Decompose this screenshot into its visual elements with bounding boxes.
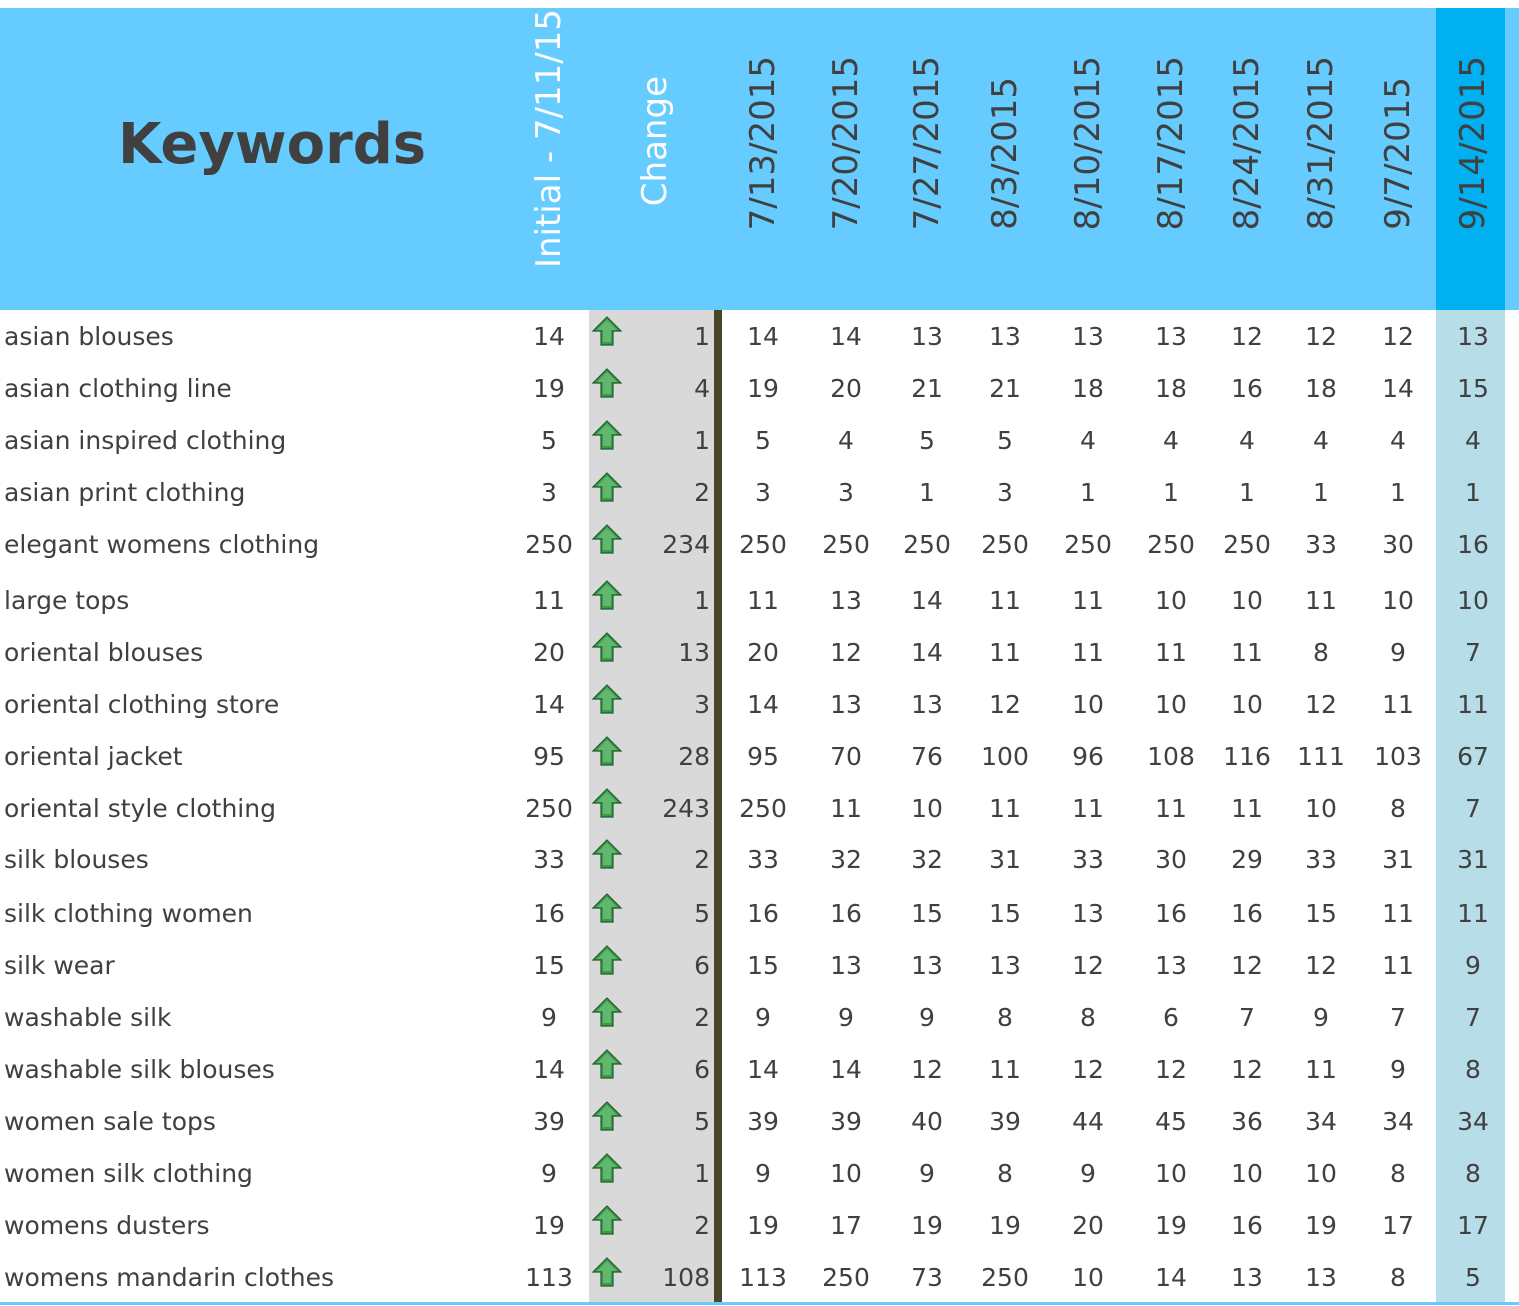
keyword-cell: oriental clothing store — [4, 690, 280, 719]
change-cell: 13 — [678, 638, 710, 667]
table-row — [0, 731, 1519, 783]
keyword-cell: oriental blouses — [4, 638, 204, 667]
rank-cell: 32 — [830, 845, 862, 874]
table-row — [0, 679, 1519, 731]
rank-cell: 14 — [911, 586, 943, 615]
rank-cell: 12 — [830, 638, 862, 667]
rank-cell: 10 — [1155, 586, 1187, 615]
rank-cell: 11 — [989, 586, 1021, 615]
keyword-cell: large tops — [4, 586, 130, 615]
up-arrow-icon — [590, 419, 624, 453]
keyword-cell: silk clothing women — [4, 899, 253, 928]
rank-cell: 13 — [1072, 899, 1104, 928]
rank-cell: 250 — [903, 530, 951, 559]
rank-cell: 13 — [911, 322, 943, 351]
rank-cell: 8 — [997, 1159, 1013, 1188]
rank-cell: 13 — [911, 951, 943, 980]
initial-rank-cell: 250 — [525, 794, 573, 823]
rank-cell: 8 — [1465, 1055, 1481, 1084]
table-row — [0, 1044, 1519, 1096]
change-cell: 2 — [694, 478, 710, 507]
rank-cell: 31 — [1382, 845, 1414, 874]
rank-cell: 45 — [1155, 1107, 1187, 1136]
header-date: 9/7/2015 — [1378, 77, 1418, 230]
header-initial: Initial - 7/11/15 — [529, 9, 569, 269]
rank-cell: 20 — [747, 638, 779, 667]
rank-cell: 108 — [1147, 742, 1195, 771]
keyword-cell: oriental style clothing — [4, 794, 276, 823]
rank-cell: 19 — [747, 1211, 779, 1240]
change-cell: 234 — [662, 530, 710, 559]
rank-cell: 18 — [1155, 374, 1187, 403]
rank-cell: 33 — [1305, 845, 1337, 874]
rank-cell: 17 — [1382, 1211, 1414, 1240]
rank-cell: 19 — [911, 1211, 943, 1240]
initial-rank-cell: 9 — [541, 1159, 557, 1188]
rank-cell: 9 — [919, 1159, 935, 1188]
rank-cell: 8 — [1390, 1263, 1406, 1292]
change-cell: 108 — [662, 1263, 710, 1292]
keyword-cell: oriental jacket — [4, 742, 183, 771]
rank-cell: 1 — [1390, 478, 1406, 507]
change-cell: 1 — [694, 1159, 710, 1188]
rank-cell: 12 — [911, 1055, 943, 1084]
rank-cell: 36 — [1231, 1107, 1263, 1136]
rank-cell: 250 — [822, 530, 870, 559]
rank-cell: 11 — [989, 638, 1021, 667]
rank-cell: 18 — [1305, 374, 1337, 403]
up-arrow-icon — [590, 1100, 624, 1134]
rank-cell: 11 — [1382, 899, 1414, 928]
rank-cell: 250 — [822, 1263, 870, 1292]
rank-cell: 10 — [1231, 690, 1263, 719]
rank-cell: 10 — [830, 1159, 862, 1188]
rank-cell: 12 — [1155, 1055, 1187, 1084]
up-arrow-icon — [590, 787, 624, 821]
table-row — [0, 363, 1519, 415]
rank-cell: 4 — [1239, 426, 1255, 455]
rank-cell: 250 — [1064, 530, 1112, 559]
rank-cell: 67 — [1457, 742, 1489, 771]
rank-cell: 250 — [1147, 530, 1195, 559]
header-date: 8/17/2015 — [1151, 56, 1191, 231]
initial-rank-cell: 5 — [541, 426, 557, 455]
rank-cell: 12 — [1231, 322, 1263, 351]
rank-cell: 9 — [1465, 951, 1481, 980]
table-row — [0, 1096, 1519, 1148]
change-cell: 2 — [694, 1003, 710, 1032]
rank-cell: 103 — [1374, 742, 1422, 771]
rank-cell: 17 — [830, 1211, 862, 1240]
table-row — [0, 575, 1519, 627]
header-date: 8/24/2015 — [1227, 56, 1267, 231]
rank-cell: 11 — [989, 794, 1021, 823]
initial-rank-cell: 3 — [541, 478, 557, 507]
rank-cell: 8 — [1313, 638, 1329, 667]
initial-rank-cell: 113 — [525, 1263, 573, 1292]
rank-cell: 11 — [1382, 951, 1414, 980]
table-row — [0, 519, 1519, 571]
rank-cell: 250 — [981, 1263, 1029, 1292]
rank-cell: 1 — [1239, 478, 1255, 507]
rank-cell: 10 — [1305, 794, 1337, 823]
keyword-cell: silk blouses — [4, 845, 149, 874]
rank-cell: 1 — [919, 478, 935, 507]
header-date: 9/14/2015 — [1453, 56, 1493, 231]
table-row — [0, 783, 1519, 835]
rank-cell: 33 — [1072, 845, 1104, 874]
rank-cell: 11 — [1072, 586, 1104, 615]
rank-cell: 11 — [1457, 690, 1489, 719]
keyword-cell: womens dusters — [4, 1211, 210, 1240]
rank-cell: 14 — [747, 322, 779, 351]
table-row — [0, 627, 1519, 679]
rank-cell: 7 — [1239, 1003, 1255, 1032]
rank-cell: 30 — [1382, 530, 1414, 559]
table-row — [0, 1200, 1519, 1252]
rank-cell: 5 — [997, 426, 1013, 455]
rank-cell: 9 — [755, 1159, 771, 1188]
rank-cell: 12 — [1072, 1055, 1104, 1084]
up-arrow-icon — [590, 838, 624, 872]
initial-rank-cell: 11 — [533, 586, 565, 615]
rank-cell: 39 — [747, 1107, 779, 1136]
table-row — [0, 834, 1519, 886]
rank-cell: 3 — [755, 478, 771, 507]
rank-cell: 9 — [838, 1003, 854, 1032]
table-row — [0, 992, 1519, 1044]
rank-cell: 13 — [830, 586, 862, 615]
keyword-cell: asian print clothing — [4, 478, 246, 507]
rank-cell: 250 — [739, 794, 787, 823]
rank-cell: 111 — [1297, 742, 1345, 771]
up-arrow-icon — [590, 471, 624, 505]
initial-rank-cell: 15 — [533, 951, 565, 980]
rank-cell: 32 — [911, 845, 943, 874]
rank-cell: 5 — [1465, 1263, 1481, 1292]
initial-rank-cell: 39 — [533, 1107, 565, 1136]
up-arrow-icon — [590, 683, 624, 717]
up-arrow-icon — [590, 367, 624, 401]
rank-cell: 1 — [1465, 478, 1481, 507]
initial-rank-cell: 33 — [533, 845, 565, 874]
rank-cell: 21 — [989, 374, 1021, 403]
change-cell: 1 — [694, 322, 710, 351]
rank-cell: 9 — [1313, 1003, 1329, 1032]
rank-cell: 10 — [911, 794, 943, 823]
rank-cell: 34 — [1457, 1107, 1489, 1136]
rank-cell: 14 — [1382, 374, 1414, 403]
rank-cell: 11 — [830, 794, 862, 823]
rank-cell: 14 — [1155, 1263, 1187, 1292]
rank-cell: 20 — [830, 374, 862, 403]
rank-cell: 19 — [747, 374, 779, 403]
change-cell: 6 — [694, 1055, 710, 1084]
rank-cell: 10 — [1072, 1263, 1104, 1292]
rank-cell: 12 — [1305, 951, 1337, 980]
rank-cell: 10 — [1155, 690, 1187, 719]
up-arrow-icon — [590, 1048, 624, 1082]
rank-cell: 11 — [1382, 690, 1414, 719]
rank-cell: 11 — [1072, 794, 1104, 823]
rank-cell: 8 — [1080, 1003, 1096, 1032]
rank-cell: 3 — [838, 478, 854, 507]
rank-cell: 8 — [1390, 794, 1406, 823]
rank-cell: 30 — [1155, 845, 1187, 874]
rank-cell: 70 — [830, 742, 862, 771]
rank-cell: 5 — [755, 426, 771, 455]
rank-cell: 5 — [919, 426, 935, 455]
rank-cell: 113 — [739, 1263, 787, 1292]
rank-cell: 4 — [1313, 426, 1329, 455]
rank-cell: 19 — [1305, 1211, 1337, 1240]
rank-cell: 12 — [1072, 951, 1104, 980]
rank-cell: 11 — [1231, 638, 1263, 667]
keyword-cell: womens mandarin clothes — [4, 1263, 335, 1292]
header-date: 7/27/2015 — [907, 56, 947, 231]
rank-cell: 4 — [838, 426, 854, 455]
header-date: 8/10/2015 — [1068, 56, 1108, 231]
rank-cell: 12 — [1231, 1055, 1263, 1084]
initial-rank-cell: 95 — [533, 742, 565, 771]
initial-rank-cell: 14 — [533, 690, 565, 719]
rank-cell: 11 — [1155, 794, 1187, 823]
rank-cell: 7 — [1465, 794, 1481, 823]
rank-cell: 10 — [1231, 586, 1263, 615]
rank-cell: 10 — [1155, 1159, 1187, 1188]
up-arrow-icon — [590, 579, 624, 613]
header-date: 8/3/2015 — [985, 77, 1025, 230]
rank-cell: 12 — [1305, 322, 1337, 351]
rank-cell: 13 — [1231, 1263, 1263, 1292]
table-row — [0, 940, 1519, 992]
rank-cell: 11 — [747, 586, 779, 615]
rank-cell: 10 — [1382, 586, 1414, 615]
rank-cell: 31 — [1457, 845, 1489, 874]
table-row — [0, 888, 1519, 940]
initial-rank-cell: 14 — [533, 1055, 565, 1084]
rank-cell: 7 — [1465, 1003, 1481, 1032]
initial-rank-cell: 250 — [525, 530, 573, 559]
up-arrow-icon — [590, 315, 624, 349]
rank-cell: 10 — [1305, 1159, 1337, 1188]
rank-cell: 4 — [1080, 426, 1096, 455]
rank-cell: 11 — [1231, 794, 1263, 823]
rank-cell: 9 — [755, 1003, 771, 1032]
rank-cell: 13 — [830, 951, 862, 980]
change-cell: 243 — [662, 794, 710, 823]
rank-cell: 16 — [830, 899, 862, 928]
change-cell: 1 — [694, 426, 710, 455]
rank-cell: 76 — [911, 742, 943, 771]
rank-cell: 14 — [830, 1055, 862, 1084]
rank-cell: 250 — [1223, 530, 1271, 559]
rank-cell: 96 — [1072, 742, 1104, 771]
rank-cell: 13 — [1155, 951, 1187, 980]
rank-cell: 14 — [747, 690, 779, 719]
rank-cell: 17 — [1457, 1211, 1489, 1240]
rank-cell: 12 — [989, 690, 1021, 719]
rank-cell: 15 — [1305, 899, 1337, 928]
up-arrow-icon — [590, 1152, 624, 1186]
rank-cell: 250 — [981, 530, 1029, 559]
table-row — [0, 415, 1519, 467]
rank-cell: 14 — [747, 1055, 779, 1084]
rank-cell: 100 — [981, 742, 1029, 771]
rank-cell: 33 — [1305, 530, 1337, 559]
rank-cell: 116 — [1223, 742, 1271, 771]
rank-cell: 4 — [1390, 426, 1406, 455]
rank-cell: 3 — [997, 478, 1013, 507]
rank-cell: 13 — [1457, 322, 1489, 351]
rank-cell: 20 — [1072, 1211, 1104, 1240]
rank-cell: 6 — [1163, 1003, 1179, 1032]
rank-cell: 9 — [1390, 638, 1406, 667]
keywords-header: Keywords — [118, 112, 427, 177]
rank-cell: 16 — [1155, 899, 1187, 928]
keyword-cell: washable silk — [4, 1003, 172, 1032]
initial-rank-cell: 20 — [533, 638, 565, 667]
rank-cell: 10 — [1231, 1159, 1263, 1188]
rank-cell: 12 — [1305, 690, 1337, 719]
rank-cell: 4 — [1465, 426, 1481, 455]
change-cell: 1 — [694, 586, 710, 615]
up-arrow-icon — [590, 996, 624, 1030]
rank-cell: 14 — [830, 322, 862, 351]
keyword-cell: women silk clothing — [4, 1159, 253, 1188]
change-cell: 2 — [694, 1211, 710, 1240]
rank-cell: 7 — [1390, 1003, 1406, 1032]
rank-cell: 39 — [989, 1107, 1021, 1136]
rank-cell: 16 — [1231, 899, 1263, 928]
change-cell: 28 — [678, 742, 710, 771]
rank-cell: 73 — [911, 1263, 943, 1292]
table-row — [0, 1148, 1519, 1200]
initial-rank-cell: 19 — [533, 374, 565, 403]
rank-cell: 11 — [1457, 899, 1489, 928]
rank-cell: 1 — [1163, 478, 1179, 507]
change-cell: 5 — [694, 899, 710, 928]
initial-rank-cell: 14 — [533, 322, 565, 351]
rank-cell: 8 — [997, 1003, 1013, 1032]
rank-cell: 9 — [1390, 1055, 1406, 1084]
rank-cell: 7 — [1465, 638, 1481, 667]
rank-cell: 15 — [989, 899, 1021, 928]
rank-cell: 31 — [989, 845, 1021, 874]
table-row — [0, 1252, 1519, 1304]
rank-cell: 19 — [989, 1211, 1021, 1240]
up-arrow-icon — [590, 735, 624, 769]
rank-cell: 1 — [1080, 478, 1096, 507]
rank-cell: 34 — [1382, 1107, 1414, 1136]
rank-cell: 44 — [1072, 1107, 1104, 1136]
rank-cell: 15 — [747, 951, 779, 980]
keyword-cell: asian blouses — [4, 322, 174, 351]
rank-cell: 11 — [1305, 1055, 1337, 1084]
rank-cell: 13 — [1155, 322, 1187, 351]
keyword-cell: asian clothing line — [4, 374, 232, 403]
rank-cell: 16 — [1231, 1211, 1263, 1240]
rank-cell: 11 — [1072, 638, 1104, 667]
up-arrow-icon — [590, 944, 624, 978]
rank-cell: 13 — [989, 322, 1021, 351]
rank-cell: 40 — [911, 1107, 943, 1136]
rank-cell: 16 — [1231, 374, 1263, 403]
initial-rank-cell: 19 — [533, 1211, 565, 1240]
initial-rank-cell: 16 — [533, 899, 565, 928]
up-arrow-icon — [590, 1204, 624, 1238]
table-row — [0, 311, 1519, 363]
rank-cell: 13 — [1072, 322, 1104, 351]
rank-cell: 12 — [1231, 951, 1263, 980]
change-cell: 5 — [694, 1107, 710, 1136]
rank-cell: 13 — [1305, 1263, 1337, 1292]
rank-cell: 19 — [1155, 1211, 1187, 1240]
change-cell: 3 — [694, 690, 710, 719]
rank-cell: 21 — [911, 374, 943, 403]
rank-cell: 11 — [1305, 586, 1337, 615]
rank-cell: 14 — [911, 638, 943, 667]
rank-cell: 13 — [989, 951, 1021, 980]
header-date: 8/31/2015 — [1301, 56, 1341, 231]
rank-cell: 11 — [1155, 638, 1187, 667]
rank-cell: 11 — [989, 1055, 1021, 1084]
rank-cell: 9 — [919, 1003, 935, 1032]
rank-cell: 15 — [911, 899, 943, 928]
up-arrow-icon — [590, 523, 624, 557]
keyword-cell: silk wear — [4, 951, 115, 980]
rank-cell: 29 — [1231, 845, 1263, 874]
rank-cell: 4 — [1163, 426, 1179, 455]
rank-cell: 10 — [1457, 586, 1489, 615]
rank-cell: 250 — [739, 530, 787, 559]
up-arrow-icon — [590, 1256, 624, 1290]
keyword-cell: women sale tops — [4, 1107, 216, 1136]
header-date: 7/13/2015 — [743, 56, 783, 231]
rank-cell: 33 — [747, 845, 779, 874]
change-cell: 6 — [694, 951, 710, 980]
table-row — [0, 467, 1519, 519]
rank-cell: 8 — [1390, 1159, 1406, 1188]
initial-rank-cell: 9 — [541, 1003, 557, 1032]
rank-cell: 9 — [1080, 1159, 1096, 1188]
header-date: 7/20/2015 — [826, 56, 866, 231]
rank-cell: 95 — [747, 742, 779, 771]
rank-cell: 16 — [747, 899, 779, 928]
rank-cell: 15 — [1457, 374, 1489, 403]
keyword-cell: elegant womens clothing — [4, 530, 320, 559]
keyword-cell: washable silk blouses — [4, 1055, 275, 1084]
up-arrow-icon — [590, 892, 624, 926]
rank-cell: 8 — [1465, 1159, 1481, 1188]
change-cell: 4 — [694, 374, 710, 403]
rank-cell: 1 — [1313, 478, 1329, 507]
rank-cell: 10 — [1072, 690, 1104, 719]
keyword-cell: asian inspired clothing — [4, 426, 287, 455]
rank-cell: 16 — [1457, 530, 1489, 559]
change-cell: 2 — [694, 845, 710, 874]
rank-cell: 12 — [1382, 322, 1414, 351]
rank-cell: 13 — [911, 690, 943, 719]
rank-cell: 39 — [830, 1107, 862, 1136]
rank-cell: 18 — [1072, 374, 1104, 403]
header-change: Change — [635, 76, 675, 207]
rank-cell: 13 — [830, 690, 862, 719]
up-arrow-icon — [590, 631, 624, 665]
rank-cell: 34 — [1305, 1107, 1337, 1136]
